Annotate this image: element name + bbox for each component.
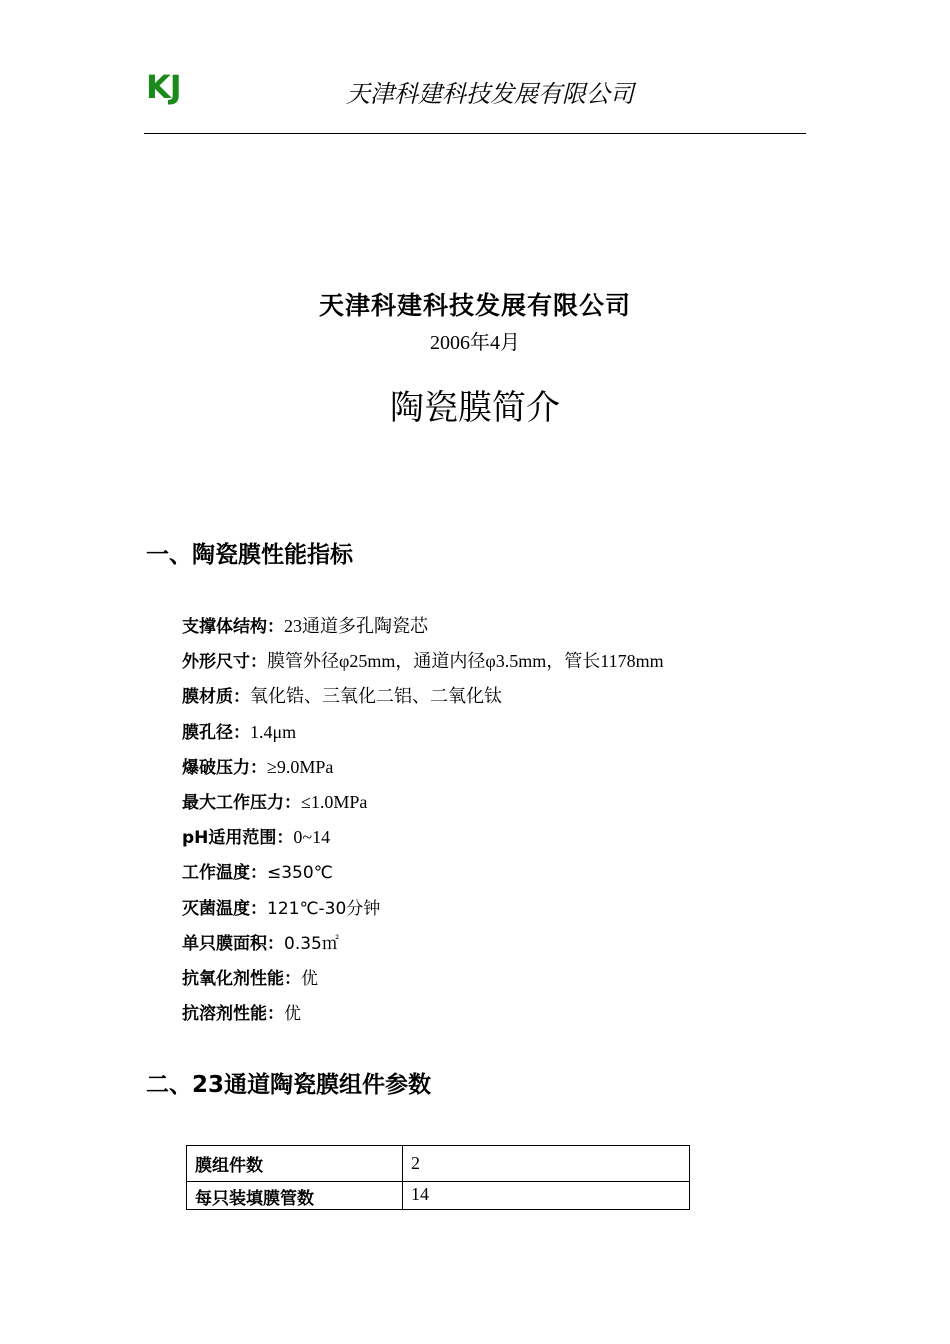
spec-label: 单只膜面积： bbox=[182, 933, 284, 954]
spec-label: 支撑体结构： bbox=[182, 617, 284, 637]
spec-item bbox=[182, 964, 664, 999]
spec-value: 氧化锆、三氧化二铝、二氧化钛 bbox=[250, 686, 502, 707]
table-cell-value: 2 bbox=[403, 1146, 690, 1182]
spec-value: 优 bbox=[301, 968, 318, 989]
spec-value: 23通道多孔陶瓷芯 bbox=[284, 616, 428, 636]
spec-value: 膜管外径φ25mm，通道内径φ3.5mm，管长1178mm bbox=[267, 651, 664, 672]
spec-label: 膜孔径： bbox=[182, 722, 250, 743]
spec-item bbox=[182, 682, 664, 717]
company-title: 天津科建科技发展有限公司 bbox=[318, 291, 631, 320]
spec-label: 最大工作压力： bbox=[182, 792, 301, 813]
spec-value: 优 bbox=[284, 1004, 301, 1025]
spec-label: 外形尺寸： bbox=[182, 652, 267, 673]
table-cell-label: 膜组件数 bbox=[187, 1146, 403, 1182]
section-heading-module-params: 二、23通道陶瓷膜组件参数 bbox=[146, 1072, 432, 1098]
header-divider bbox=[144, 133, 806, 134]
spec-item bbox=[182, 718, 664, 753]
spec-item bbox=[182, 858, 664, 893]
spec-label: 工作温度： bbox=[182, 863, 267, 884]
spec-label: 膜材质： bbox=[182, 687, 250, 708]
company-logo: KJ bbox=[146, 68, 181, 106]
spec-label: pH适用范围： bbox=[182, 828, 294, 849]
spec-item bbox=[182, 999, 664, 1034]
spec-value: 1.4μm bbox=[250, 721, 297, 742]
table-row bbox=[187, 1182, 690, 1210]
spec-item bbox=[182, 647, 664, 682]
spec-item bbox=[182, 753, 664, 788]
spec-value: ≥9.0MPa bbox=[267, 756, 334, 777]
spec-value: 121℃-30分钟 bbox=[267, 898, 381, 919]
spec-value: 0.35㎡ bbox=[284, 933, 339, 954]
table-cell-label: 每只装填膜管数 bbox=[187, 1182, 403, 1210]
spec-value: 0~14 bbox=[293, 827, 331, 848]
document-date: 2006年4月 bbox=[430, 332, 520, 354]
spec-label: 爆破压力： bbox=[182, 757, 267, 778]
table-cell-value: 14 bbox=[403, 1182, 690, 1210]
spec-list bbox=[182, 612, 664, 1034]
spec-label: 抗溶剂性能： bbox=[182, 1004, 284, 1025]
table-row bbox=[187, 1146, 690, 1182]
spec-item bbox=[182, 612, 664, 647]
spec-value: ≤350℃ bbox=[267, 863, 333, 884]
spec-item bbox=[182, 788, 664, 823]
spec-item bbox=[182, 929, 664, 964]
spec-item bbox=[182, 823, 664, 858]
spec-label: 灭菌温度： bbox=[182, 898, 267, 919]
section-heading-performance: 一、陶瓷膜性能指标 bbox=[146, 542, 353, 568]
spec-label: 抗氧化剂性能： bbox=[182, 968, 301, 989]
document-title: 陶瓷膜简介 bbox=[390, 388, 560, 428]
module-params-table bbox=[186, 1145, 690, 1210]
spec-item bbox=[182, 894, 664, 929]
spec-value: ≤1.0MPa bbox=[301, 791, 368, 812]
header-company-name: 天津科建科技发展有限公司 bbox=[346, 80, 634, 108]
